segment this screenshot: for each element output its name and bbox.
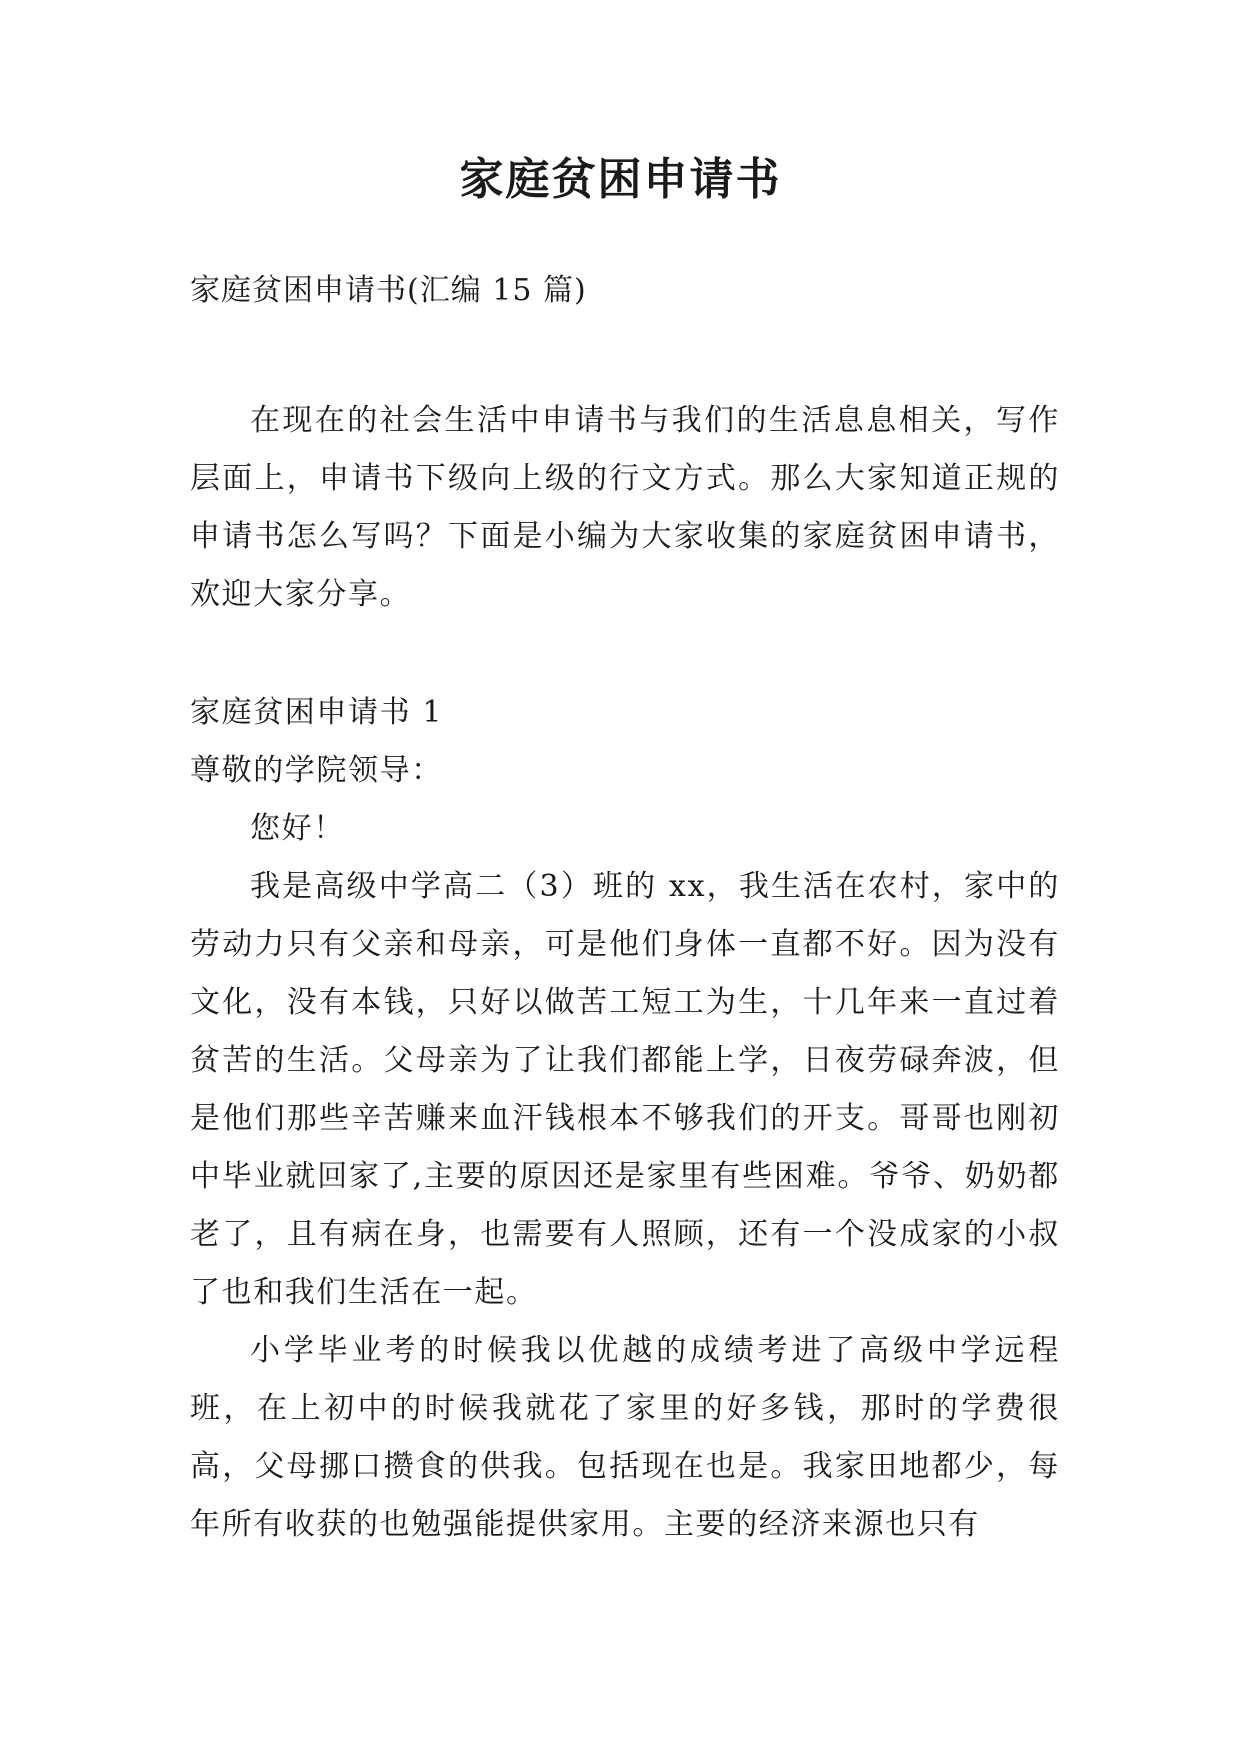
document-subtitle: 家庭贫困申请书(汇编 15 篇) xyxy=(190,273,587,308)
spacer xyxy=(190,624,1060,684)
body-paragraph-2: 小学毕业考的时候我以优越的成绩考进了高级中学远程班，在上初中的时候我就花了家里的好多钱，那时的学费很高，父母挪口攒食的供我。包括现在也是。我家田地都少，每年所有收获的也勉强能提供家用。主要的经济来源也只有 xyxy=(190,1333,1060,1542)
document-title: 家庭贫困申请书 xyxy=(459,154,782,205)
intro-paragraph: 在现在的社会生活中申请书与我们的生活息息相关，写作层面上，申请书下级向上级的行文方式。那么大家知道正规的申请书怎么写吗？下面是小编为大家收集的家庭贫困申请书，欢迎大家分享。 xyxy=(190,403,1060,612)
greeting: 您好！ xyxy=(250,811,345,846)
spacer xyxy=(190,320,1060,392)
body-paragraph-1: 我是高级中学高二（3）班的 xx，我生活在农村，家中的劳动力只有父亲和母亲，可是他们身体一直都不好。因为没有文化，没有本钱，只好以做苦工短工为生，十几年来一直过着贫苦的生活。父母亲为了让我们都能上学，日夜劳碌奔波，但是他们那些辛苦赚来血汗钱根本不够我们的开支。哥哥也刚初中毕业就回家了,主要的原因还是家里有些困难。爷爷、奶奶都老了，且有病在身，也需要有人照顾，还有一个没成家的小叔了也和我们生活在一起。 xyxy=(190,869,1060,1310)
section-heading: 家庭贫困申请书 1 xyxy=(190,695,444,730)
document-body xyxy=(190,262,1060,1712)
salutation: 尊敬的学院领导： xyxy=(190,753,443,788)
